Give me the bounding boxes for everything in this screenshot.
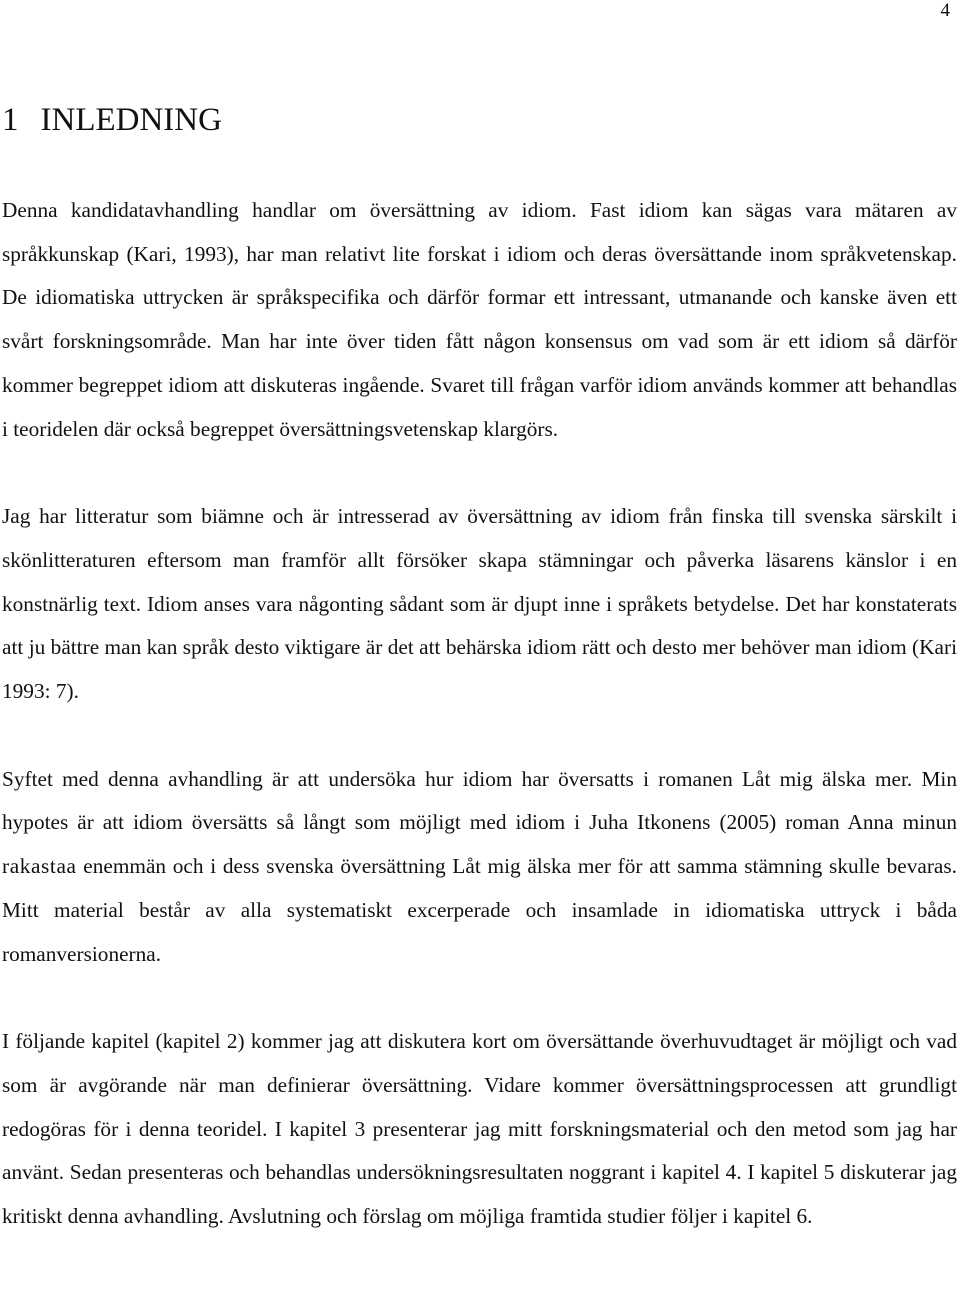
page-number: 4 [940,0,950,21]
paragraph-outline [2,1020,957,1239]
paragraph-text: Syftet med denna avhandling är att undersöka hur idiom har översatts i romanen Låt mig älska mer. Min hypotes är att idiom översätts så långt som möjligt med idiom i Juha Itkonens (2005) roman Anna minun [2,766,957,835]
chapter-title: INLEDNING [40,102,222,138]
chapter-heading [2,98,222,142]
paragraph-text: Denna kandidatavhandling handlar om översättning av idiom. Fast idiom kan sägas vara mätaren av språkkunskap (Kari, 1993), har man relativt lite forskat i idiom och deras översättande inom språkvetenskap. De idiomatiska uttrycken är språkspecifika och därför formar ett intressant, utmanande och kanske även ett svårt forskningsområde. Man har inte över tiden fått någon konsensus om vad som är ett idiom så därför kommer begreppet idiom att diskuteras ingående. Svaret till frågan varför idiom används kommer att behandlas i teoridelen där också begreppet översättningsvetenskap klargörs. [2,198,957,441]
paragraph-purpose [2,758,957,977]
paragraph-text: enemmän och i dess svenska översättning Låt mig älska mer för att samma stämning skulle bevaras. Mitt material består av alla systematiskt excerperade och insamlade in idiomatiska uttryck i båda romanversionerna. [2,854,957,966]
paragraph-introduction [2,189,957,451]
paragraph-text-spaced: rakastaa [2,854,77,879]
paragraph-text: Jag har litteratur som biämne och är intresserad av översättning av idiom från finska till svenska särskilt i skönlitteraturen eftersom man framför allt försöker skapa stämningar och påverka läsarens känslor i en konstnärlig text. Idiom anses vara någonting sådant som är djupt inne i språkets betydelse. Det har konstaterats att ju bättre man kan språk desto viktigare är det att behärska idiom rätt och desto mer behöver man idiom (Kari 1993: 7). [2,504,957,704]
paragraph-motivation [2,495,957,714]
body-text [2,189,957,1239]
chapter-number: 1 [2,102,19,138]
paragraph-text: I följande kapitel (kapitel 2) kommer jag att diskutera kort om översättande överhuvudtaget är möjligt och vad som är avgörande när man definierar översättning. Vidare kommer översättningsprocessen att grundligt redogöras för i denna teoridel. I kapitel 3 presenterar jag mitt forskningsmaterial och den metod som jag har använt. Sedan presenteras och behandlas undersökningsresultaten noggrant i kapitel 4. I kapitel 5 diskuterar jag kritiskt denna avhandling. Avslutning och förslag om möjliga framtida studier följer i kapitel 6. [2,1029,957,1229]
